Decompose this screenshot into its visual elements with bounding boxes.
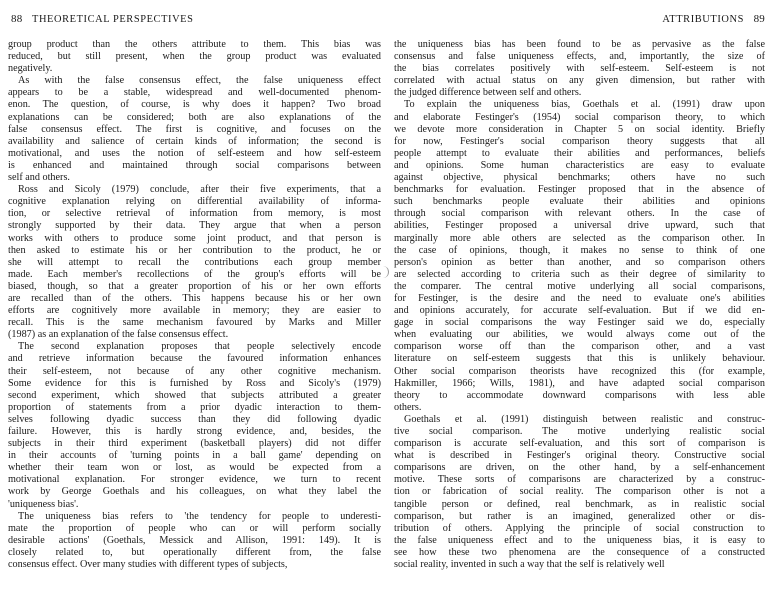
- text-line: through social comparison with relevant others. In the case of: [394, 208, 765, 220]
- left-running-title: THEORETICAL PERSPECTIVES: [32, 14, 194, 25]
- text-line: works with others to produce some joint product, and that person is: [8, 232, 381, 244]
- text-line: others.: [394, 401, 422, 413]
- text-line: see how these two phenomena are the consequence of a constructed: [394, 546, 765, 558]
- text-line: recall. This is the same mechanism favoured by Marks and Miller: [8, 317, 381, 329]
- text-line: are selected according to criteria such as their degree of similarity to: [394, 268, 765, 280]
- text-line: mate the proportion of people who can or will perform socially: [8, 522, 381, 534]
- text-line: abilities, Festinger proposed a universal drive upward, such that: [394, 220, 765, 232]
- text-line: against objective, physical benchmarks; others have no such: [394, 172, 765, 184]
- text-line: availability and salience of certain kinds of information; the second is: [8, 135, 381, 147]
- text-line: literature on self-esteem suggests that this is unlikely behaviour.: [394, 353, 765, 365]
- right-page-text: [394, 39, 765, 571]
- text-line: failure. However, this is hardly strong evidence, and, besides, the: [8, 426, 381, 437]
- text-line: Other social comparison theorists have recognized this (for example,: [394, 365, 765, 377]
- text-line: whether their team won or lost, as would be expected from a: [8, 462, 381, 474]
- text-line: then asked to estimate his or her contribution to the product, he or: [8, 244, 381, 256]
- text-line: and elaborate Festinger's (1954) social comparison theory, to which: [394, 111, 765, 123]
- text-line: for Festinger, is the desire and the need to evaluate one's abilities: [394, 292, 765, 304]
- text-line: correlated with actual status on any given dimension, but rather with: [394, 75, 765, 87]
- right-page-number: 89: [753, 13, 765, 25]
- left-page-text: [8, 39, 381, 571]
- text-line: gage in social comparisons the way Festinger said we do, especially: [394, 317, 765, 329]
- text-line: closely related to, but operationally different from, the false: [8, 546, 381, 558]
- text-line: desirable actions' (Goethals, Messick and Allison, 1991: 149). It is: [8, 534, 381, 546]
- text-line: people attempt to evaluate their abilities and performances, beliefs: [394, 147, 765, 159]
- text-line: self and others.: [8, 172, 70, 184]
- text-line: social reality, invented in such a way that the self is relatively well: [394, 559, 665, 571]
- text-line: the comparer. The central motive underlying all social comparisons,: [394, 280, 765, 292]
- text-line: consensus effect. Over many studies with different types of subjects,: [8, 559, 288, 571]
- text-line: comparison, but rather is an imagined, generalized other or dis-: [394, 510, 765, 522]
- text-line: motivational explanation. For stronger evidence, we turn to recent: [8, 474, 381, 486]
- text-line: efforts are cognitively more available in memory; they are easier to: [8, 305, 381, 317]
- text-line: biased, though, so that a greater proportion of his or her own efforts: [8, 280, 381, 292]
- text-line: appears to be a stable, widespread and well-documented phenom-: [8, 87, 381, 99]
- text-line: the judged difference between self and others.: [394, 87, 582, 99]
- text-line: The second explanation proposes that people selectively encode: [18, 341, 381, 353]
- text-line: motive. These sorts of comparisons are characterized by a construc-: [394, 474, 765, 486]
- text-line: tion, or selective retrieval of information from memory, is most: [8, 208, 381, 220]
- text-line: in their accounts of 'turning points in a ball game' depending on: [8, 450, 381, 462]
- text-line: To explain the uniqueness bias, Goethals et al. (1991) draw upon: [404, 99, 765, 111]
- text-line: negatively.: [8, 63, 53, 75]
- text-line: and opinions accurately, for accurate self-evaluation. But if we did en-: [394, 305, 765, 317]
- text-line: benchmarks for evaluation. Festinger proposed that in the absence of: [394, 184, 765, 196]
- right-running-head: [662, 13, 765, 25]
- text-line: enon. The question, of course, is why does it happen? Two broad: [8, 99, 381, 111]
- left-running-head: [11, 13, 194, 25]
- text-line: tive social comparison. The motive underlying realistic social: [394, 426, 765, 437]
- text-line: false consensus effect. The first is cognitive, and focuses on the: [8, 123, 381, 135]
- text-line: made. Each member's recollections of the group's efforts will be: [8, 268, 381, 280]
- text-line: explanations can be considered; both are also explanations of the: [8, 111, 381, 123]
- text-line: comparison worse off than the comparison other, and a vast: [394, 341, 765, 353]
- text-line: marginally more able others are selected as the comparison other. In: [394, 232, 765, 244]
- text-line: the case of opinions, though, it makes no sense to think of one: [394, 244, 765, 256]
- text-line: second experiment, which showed that subjects attributed a greater: [8, 389, 381, 401]
- text-line: she will attempt to recall the contributions each group member: [8, 256, 381, 268]
- text-line: person's opinion as better than another, and so comparison others: [394, 256, 765, 268]
- text-line: comparisons are driven, on the other hand, by a self-enhancement: [394, 462, 765, 474]
- text-line: 'uniqueness bias'.: [8, 498, 79, 510]
- text-line: what is described in Festinger's original theory. Constructive social: [394, 450, 765, 462]
- text-line: (1987) as an explanation of the false consensus effect.: [8, 329, 229, 341]
- text-line: when evaluating our abilities, we would always come out of the: [394, 329, 765, 341]
- text-line: Goethals et al. (1991) distinguish between realistic and construc-: [404, 413, 765, 425]
- text-line: Hakmiller, 1966; Wills, 1981), and have adapted social comparison: [394, 377, 765, 389]
- text-line: tangible person or defined, real benchmark, as in realistic social: [394, 498, 765, 510]
- text-line: Some evidence for this is furnished by Ross and Sicoly's (1979): [8, 377, 381, 389]
- text-line: theory to accommodate downward comparisons with less able: [394, 389, 765, 401]
- text-line: the bias correlates positively with self-esteem. Self-esteem is not: [394, 63, 765, 75]
- text-line: and opinions. Some human characteristics are easy to evaluate: [394, 159, 765, 171]
- text-line: their self-esteem, not because of any other cognitive mechanism.: [8, 365, 381, 377]
- text-line: work by George Goethals and his colleagues, on what they label the: [8, 486, 381, 498]
- text-line: comparison is accurate self-evaluation, and this sort of comparison is: [394, 438, 765, 450]
- text-line: selves following dyadic success than they did following dyadic: [8, 413, 381, 425]
- text-line: group product than the others attribute to them. This bias was: [8, 39, 381, 50]
- text-line: strongly supported by their data. They argue that when a person: [8, 220, 381, 232]
- text-line: cognitive explanation relying on differential availability of informa-: [8, 196, 381, 208]
- text-line: reduced, but still present, when the group product was evaluated: [8, 51, 381, 63]
- text-line: tion or fabrication of social reality. The comparison other is not a: [394, 486, 765, 498]
- text-line: consensus and false uniqueness effects, and, importantly, the size of: [394, 51, 765, 63]
- text-line: motivational, and uses the notion of self-esteem and how self-esteem: [8, 147, 381, 159]
- page-fold-mark: [381, 266, 389, 278]
- text-line: subjects in their third experiment (basketball players) did not differ: [8, 438, 381, 450]
- text-line: for now, Festinger's social comparison theory suggests that all: [394, 135, 765, 147]
- text-line: and retrieve information because the favoured information enhances: [8, 353, 381, 365]
- text-line: the uniqueness bias has been found to be as pervasive as the false: [394, 39, 765, 50]
- text-line: is enhanced and maintained through social comparisons between: [8, 159, 381, 171]
- text-line: As with the false consensus effect, the false uniqueness effect: [18, 75, 381, 87]
- text-line: Ross and Sicoly (1979) conclude, after their five experiments, that a: [18, 184, 381, 196]
- text-line: are recalled than of the others. This happens because his or her own: [8, 292, 381, 304]
- text-line: The uniqueness bias refers to 'the tendency for people to underesti-: [18, 510, 381, 522]
- text-line: such benchmarks people evaluate their abilities and opinions: [394, 196, 765, 208]
- right-running-title: ATTRIBUTIONS: [662, 14, 744, 25]
- left-page-number: 88: [11, 13, 23, 25]
- text-line: proportion of statements from a prior dyadic interaction to them-: [8, 401, 381, 413]
- text-line: tribution of others. Applying the principle of social construction to: [394, 522, 765, 534]
- text-line: the false uniqueness effect and to the uniqueness bias, it is easy to: [394, 534, 765, 546]
- text-line: we devote more consideration in Chapter 5 on social identity. Briefly: [394, 123, 765, 135]
